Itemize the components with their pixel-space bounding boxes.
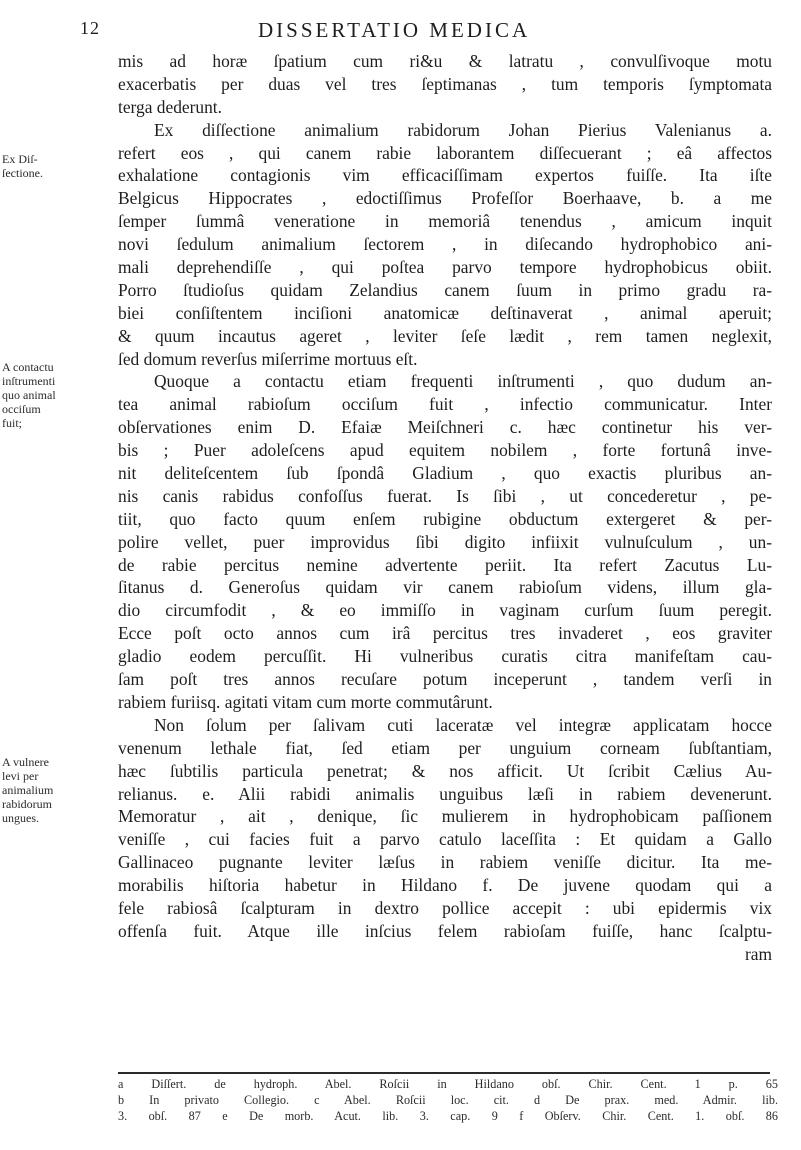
margin-note-line: ſectione. — [2, 166, 43, 180]
text-line: obſervationes enim D. Efaiæ Meiſchneri c. hæc continetur his ver- — [118, 417, 772, 438]
text-line: tea animal rabioſum occiſum fuit , infectio communicatur. Inter — [118, 394, 772, 415]
margin-note-line: inſtrumenti — [2, 374, 56, 388]
text-line: veniſſe , cui facies fuit a parvo catulo laceſſita : Et quidam a Gallo — [118, 829, 772, 850]
margin-note-instrument — [2, 360, 102, 430]
text-line: offenſa fuit. Atque ille inſcius felem rabioſam fuiſſe, hanc ſcalptu- — [118, 920, 772, 941]
page-header — [0, 8, 801, 48]
margin-note-line: A contactu — [2, 360, 54, 374]
margin-note-wound — [2, 755, 102, 825]
margin-note-line: animalium — [2, 783, 54, 797]
text-line: hæc ſubtilis particula penetrat; & nos afficit. Ut ſcribit Cælius Au- — [118, 760, 772, 781]
text-line: mis ad horæ ſpatium cum ri&u & latratu , convulſivoque motu — [118, 51, 772, 71]
text-line: mali deprehendiſſe , qui poſtea parvo tempore hydrophobicus obiit. — [118, 257, 772, 278]
text-line: fele rabiosâ ſcalpturam in dextro pollice accepit : ubi epidermis vix — [118, 897, 772, 918]
text-line: terga dederunt. — [118, 96, 222, 117]
text-line: morabilis hiſtoria habetur in Hildano f. De juvene quodam qui a — [118, 875, 772, 896]
text-line: Belgicus Hippocrates , edoctiſſimus Profeſſor Boerhaave, b. a me — [118, 188, 772, 209]
text-line: biei conſiſtentem inciſioni anatomicæ deſtinaverat , animal aperuit; — [118, 302, 772, 323]
text-line: Ecce poſt octo annos cum irâ percitus tres invaderet , eos graviter — [118, 623, 772, 644]
margin-note-line: ungues. — [2, 811, 39, 825]
margin-note-line: Ex Diſ- — [2, 152, 38, 166]
text-line: nis canis rabidus confoſſus fuerat. Is ſibi , ut concederetur , pe- — [118, 485, 772, 506]
text-line: & quum incautus ageret , leviter ſeſe lædit , rem tamen neglexit, — [118, 325, 772, 346]
text-line: ſitanus d. Generoſus quidam vir canem rabioſum videns, illum gla- — [118, 577, 772, 598]
text-line: nit deliteſcentem ſub ſpondâ Gladium , quo exactis pluribus an- — [118, 463, 772, 484]
text-line: relianus. e. Alii rabidi animalis unguibus læſi in rabiem devenerunt. — [118, 783, 772, 804]
text-line: novi ſedulum animalium ſectorem , in diſecando hydrophobico ani- — [118, 234, 772, 255]
margin-note-line: occiſum — [2, 402, 41, 416]
margin-note-dissection — [2, 152, 102, 180]
text-line: rabiem furiisq. agitati vitam cum morte commutârunt. — [118, 691, 493, 712]
text-line: Gallinaceo pugnante leviter læſus in rabiem veniſſe dicitur. Ita me- — [118, 852, 772, 873]
text-line: dio circumfodit , & eo immiſſo in vaginam curſum ſuum peregit. — [118, 600, 772, 621]
margin-note-line: fuit; — [2, 416, 22, 430]
margin-note-line: levi per — [2, 769, 39, 783]
footnote-rule — [118, 1072, 770, 1074]
text-line: venenum lethale fiat, ſed etiam per unguium corneam ſubſtantiam, — [118, 737, 772, 758]
text-line: Porro ſtudioſus quidam Zelandius canem ſuum in primo gradu ra- — [118, 279, 772, 300]
text-line: ſam poſt tres annos recuſare potum inceperunt , tandem verſi in — [118, 669, 772, 690]
margin-note-line: A vulnere — [2, 755, 49, 769]
margin-note-line: rabidorum — [2, 797, 52, 811]
text-line: Memoratur , ait , denique, ſic mulierem in hydrophobicam paſſionem — [118, 806, 772, 827]
text-line: bis ; Puer adoleſcens apud equitem nobilem , forte fortunâ inve- — [118, 440, 772, 461]
catchword: ram — [744, 943, 772, 964]
text-line: exhalatione contagionis vim efficaciſſimam expertos fuiſſe. Ita iſte — [118, 165, 772, 186]
text-line: Non ſolum per ſalivam cuti laceratæ vel integræ applicatam hocce — [154, 714, 772, 735]
text-line: polire vellet, puer improvidus ſibi digito infiixit vulnuſculum , un- — [118, 531, 772, 552]
footnotes — [118, 1076, 778, 1124]
body-text — [118, 50, 772, 966]
text-line: tiit, quo facto quum enſem rubigine obductum extergeret & per- — [118, 508, 772, 529]
text-line: Quoque a contactu etiam frequenti inſtrumenti , quo dudum an- — [154, 371, 772, 392]
footnote-line: 3. obſ. 87 e De morb. Acut. lib. 3. cap. 9 f Obſerv. Chir. Cent. 1. obſ. 86 — [118, 1109, 778, 1123]
margin-note-line: quo animal — [2, 388, 56, 402]
text-line: refert eos , qui canem rabie laborantem diſſecuerant ; eâ affectos — [118, 142, 772, 163]
text-line: exacerbatis per duas vel tres ſeptimanas , tum temporis ſymptomata — [118, 73, 772, 94]
footnote-line: b In privato Collegio. c Abel. Roſcii loc. cit. d De prax. med. Admir. lib. — [118, 1093, 778, 1107]
running-title: DISSERTATIO MEDICA — [258, 18, 531, 42]
text-line: Ex diſſectione animalium rabidorum Johan Pierius Valenianus a. — [154, 119, 772, 140]
footnote-line: a Diſſert. de hydroph. Abel. Roſcii in Hildano obſ. Chir. Cent. 1 p. 65 — [118, 1077, 778, 1091]
text-line: gladio eodem percuſſit. Hi vulneribus curatis citra manifeſtam cau- — [118, 646, 772, 667]
text-line: ſed domum reverſus miſerrime mortuus eſt. — [118, 348, 418, 369]
page-number: 12 — [80, 18, 100, 38]
text-line: ſemper ſummâ veneratione in memoriâ tenendus , amicum inquit — [118, 211, 772, 232]
text-line: de rabie percitus nemine advertente periit. Ita refert Zacutus Lu- — [118, 554, 772, 575]
